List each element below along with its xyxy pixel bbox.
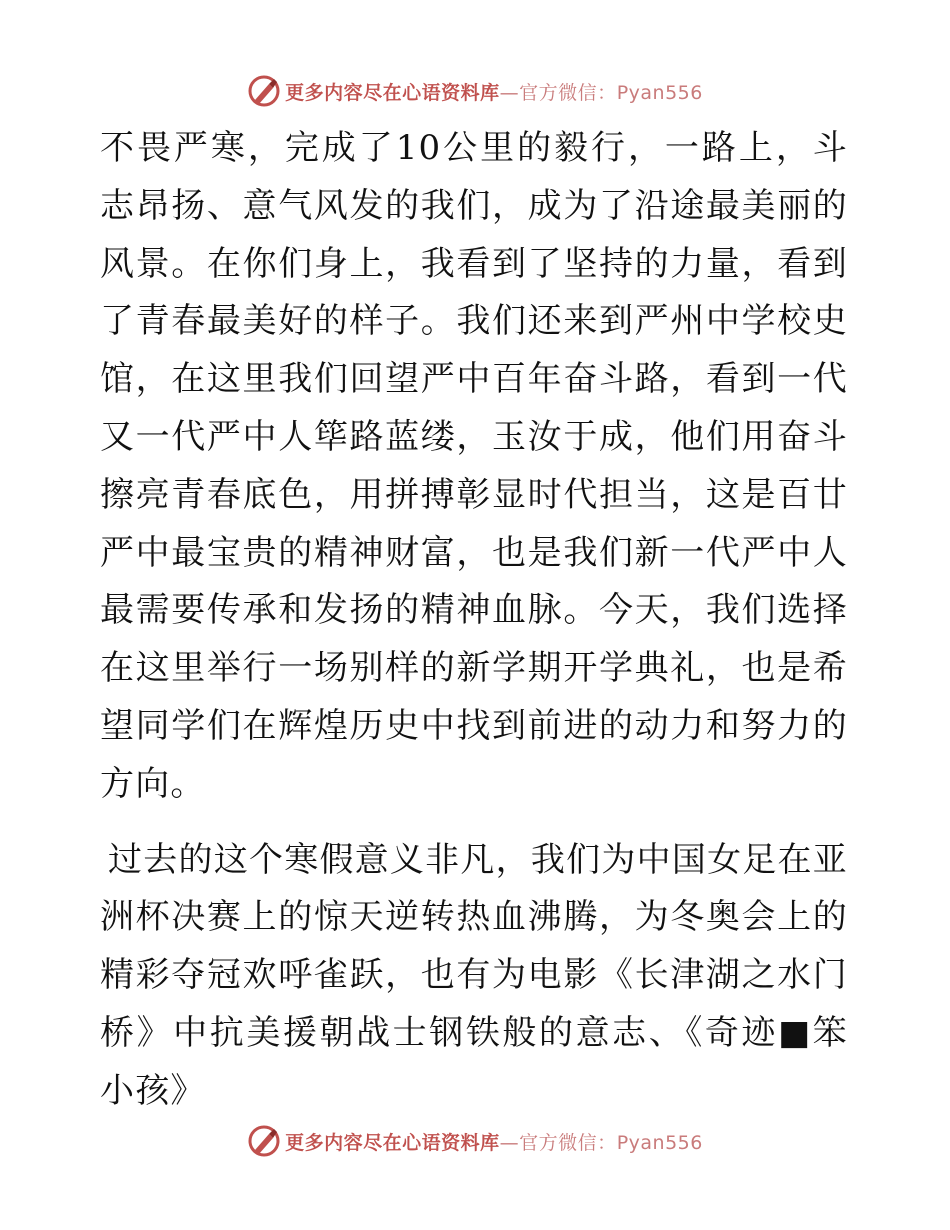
watermark-text: 更多内容尽在心语资料库—官方微信：Pyan556 <box>285 81 703 104</box>
footer-watermark <box>0 1124 950 1158</box>
header-watermark <box>0 74 950 108</box>
pen-logo-icon <box>247 74 281 108</box>
document-body <box>100 120 848 1121</box>
paragraph-2: 过去的这个寒假意义非凡，我们为中国女足在亚洲杯决赛上的惊天逆转热血沸腾，为冬奥会上的精彩夺冠欢呼雀跃，也有为电影《长津湖之水门桥》中抗美援朝战士钢铁般的意志、《奇迹■笨小孩》 <box>100 839 848 1111</box>
pen-logo-icon <box>247 1124 281 1158</box>
paragraph-1: 不畏严寒，完成了10公里的毅行，一路上，斗志昂扬、意气风发的我们，成为了沿途最美丽的风景。在你们身上，我看到了坚持的力量，看到了青春最美好的样子。我们还来到严州中学校史馆，在这里我们回望严中百年奋斗路，看到一代又一代严中人筚路蓝缕，玉汝于成，他们用奋斗擦亮青春底色，用拼搏彰显时代担当，这是百廿严中最宝贵的精神财富，也是我们新一代严中人最需要传承和发扬的精神血脉。今天，我们选择在这里举行一场别样的新学期开学典礼，也是希望同学们在辉煌历史中找到前进的动力和努力的方向。 <box>100 128 848 804</box>
watermark-text: 更多内容尽在心语资料库—官方微信：Pyan556 <box>285 1131 703 1154</box>
